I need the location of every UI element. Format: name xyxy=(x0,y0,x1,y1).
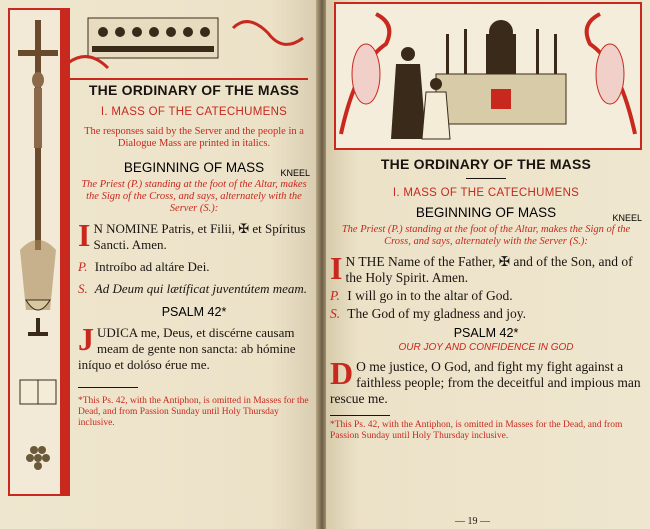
right-footnote-rule xyxy=(330,415,390,416)
right-judica-text: O me justice, O God, and fight my fight against a faithless people; from the deceitful and impious man rescue me. xyxy=(330,359,641,406)
right-judica xyxy=(330,355,642,407)
right-priest-line xyxy=(330,288,642,304)
left-p-label: P. xyxy=(78,259,88,274)
right-psalm: PSALM 42* xyxy=(453,326,519,340)
left-verse-1 xyxy=(78,217,310,253)
right-server-line xyxy=(330,306,642,322)
left-priest-line xyxy=(78,259,310,275)
right-rubric: The Priest (P.) standing at the foot of the Altar, makes the Sign of the Cross, and says, alternately with the Server (S.): xyxy=(341,224,631,247)
chalice-icon xyxy=(26,300,50,336)
left-footnote: *This Ps. 42, with the Antiphon, is omitted in Masses for the Dead, and from Passion Sunday until Holy Thursday inclusive. xyxy=(78,396,309,428)
book-icon xyxy=(20,380,56,404)
crucifix-illustration xyxy=(10,10,66,494)
right-kneel: KNEEL xyxy=(612,213,642,223)
left-footnote-rule xyxy=(78,387,138,388)
priest-figure-icon xyxy=(391,47,426,139)
left-section: I. MASS OF THE CATECHUMENS xyxy=(100,106,288,118)
right-title: THE ORDINARY OF THE MASS xyxy=(380,156,592,172)
altar-illustration xyxy=(334,2,642,150)
right-beginning xyxy=(330,205,642,223)
left-rubric: The Priest (P.) standing at the foot of the Altar, makes the Sign of the Cross, and says, alternately with the Server (S.): xyxy=(81,179,307,214)
left-beginning-label: BEGINNING OF MASS xyxy=(123,160,265,175)
right-s-label: S. xyxy=(330,306,341,321)
right-text-column xyxy=(330,156,642,442)
left-psalm: PSALM 42* xyxy=(161,305,227,319)
left-text-column xyxy=(78,82,310,429)
right-section: I. MASS OF THE CATECHUMENS xyxy=(392,187,580,199)
grapes-icon xyxy=(26,446,50,470)
right-verse-1 xyxy=(330,250,642,286)
angel-left-icon xyxy=(352,44,380,104)
left-dropcap-j: J xyxy=(78,321,94,357)
left-p-text: Introíbo ad altáre Dei. xyxy=(94,259,210,274)
left-s-text: Ad Deum qui lætíficat juventútem meam. xyxy=(94,281,308,296)
left-title: THE ORDINARY OF THE MASS xyxy=(88,82,300,98)
left-red-strip xyxy=(60,8,70,496)
last-supper-illustration xyxy=(68,8,308,80)
right-verse-1-text: N THE Name of the Father, ✠ and of the Son, and of the Holy Spirit. Amen. xyxy=(345,254,633,285)
right-dropcap-i: I xyxy=(330,250,343,286)
right-p-label: P. xyxy=(330,288,340,303)
page-number: — 19 — xyxy=(455,516,490,527)
left-note: The responses said by the Server and the people in a Dialogue Mass are printed in italics. xyxy=(84,126,304,149)
right-s-text: The God of my gladness and joy. xyxy=(347,306,526,321)
right-beginning-label: BEGINNING OF MASS xyxy=(415,205,557,220)
left-beginning xyxy=(78,160,310,178)
right-footnote: *This Ps. 42, with the Antiphon, is omitted in Masses for the Dead, and from Passion Sunday until Holy Thursday inclusive. xyxy=(330,420,623,441)
right-psalm-subheading: OUR JOY AND CONFIDENCE IN GOD xyxy=(398,342,574,353)
left-s-label: S. xyxy=(78,281,88,296)
right-p-text: I will go in to the altar of God. xyxy=(347,288,513,303)
left-server-line xyxy=(78,281,310,297)
right-dropcap-d: D xyxy=(330,355,354,391)
left-border-illustration xyxy=(8,8,68,496)
right-title-rule xyxy=(466,178,506,179)
left-kneel: KNEEL xyxy=(280,168,310,178)
left-page xyxy=(0,0,318,529)
left-judica xyxy=(78,321,310,373)
left-dropcap-i: I xyxy=(78,217,91,253)
left-verse-1-text: N NOMINE Patris, et Filii, ✠ et Spíritus Sancti. Amen. xyxy=(93,221,306,252)
left-judica-text: UDICA me, Deus, et discérne causam meam de gente non sancta: ab hómine iníquo et dolóso érue me. xyxy=(78,325,296,372)
angel-right-icon xyxy=(596,44,624,104)
